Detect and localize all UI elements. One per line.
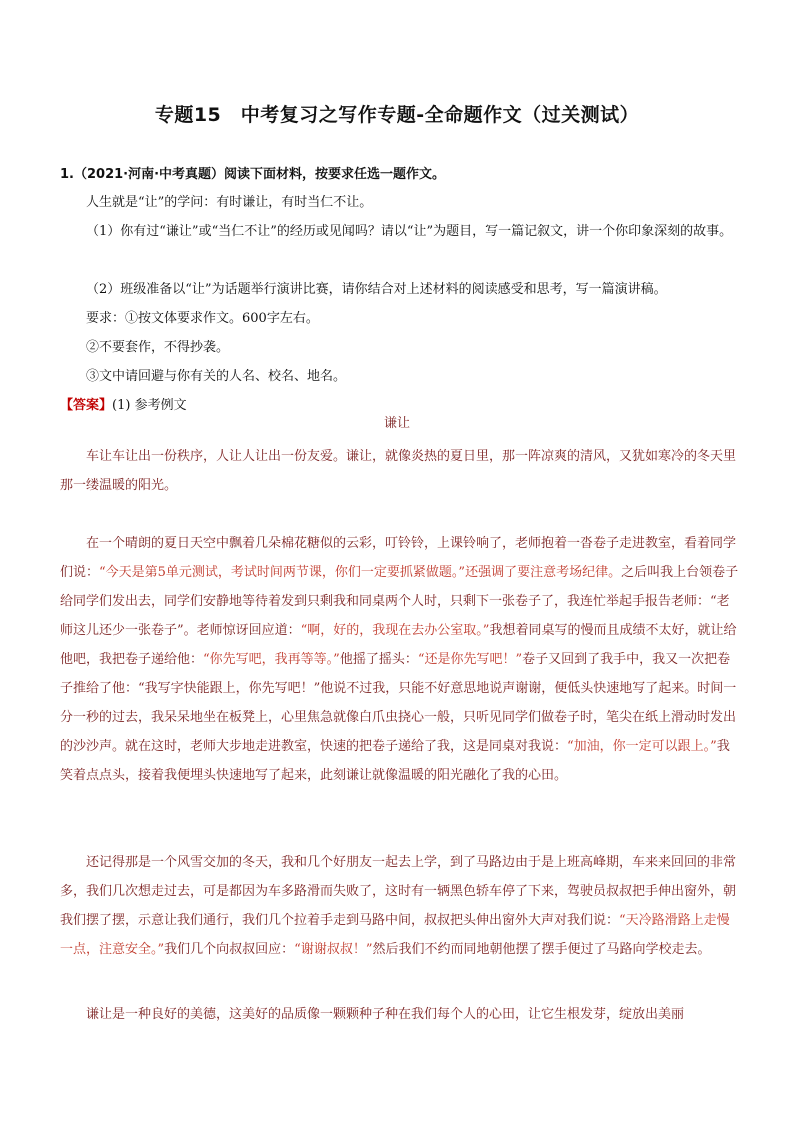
essay-quote: “啊，好的，我现在去办公室取。” [300, 623, 490, 638]
answer-label: 【答案】 [60, 398, 113, 413]
essay-text: 之后叫我上台领卷子给同学们发出去，同学们安静地等待着发到只剩我和同桌两个人时，只剩下一张卷子了，我连忙举起手报告老师：“老师这儿还少一张卷子”。老师惊讶回应道： [60, 565, 739, 638]
requirement-1: 要求：①按文体要求作文。600字左右。 [86, 311, 319, 326]
essay-text: 在一个晴朗的夏日天空中飘着几朵棉花糖似的云彩，叮铃铃，上课铃响了，老师抱着一沓卷子走进教室，看着同学们说： [60, 536, 737, 580]
requirement-2: ②不要套作，不得抄袭。 [86, 340, 230, 355]
essay-paragraph-3 [60, 848, 740, 964]
essay-text: 还记得那是一个风雪交加的冬天，我和几个好朋友一起去上学，到了马路边由于是上班高峰期，车来来回回的非常多，我们几次想走过去，可是都因为车多路滑而失败了，这时有一辆黑色轿车停了下来，驾驶员叔叔把手伸出窗外，朝我们摆了摆，示意让我们通行，我们几个拉着手走到马路中间，叔叔把头伸出窗外大声对我们说： [60, 855, 737, 928]
essay-paragraph-2 [60, 529, 740, 790]
question-heading [60, 163, 740, 182]
essay-paragraph-4: 谦让是一种良好的美德，这美好的品质像一颗颗种子种在我们每个人的心田，让它生根发芽，绽放出美丽 [86, 1007, 685, 1022]
essay-quote: “今天是第5单元测试，考试时间两节课，你们一定要抓紧做题。”还强调了要注意考场纪律。 [99, 565, 622, 580]
essay-text: 我们几个向叔叔回应： [164, 942, 295, 957]
requirement-3: ③文中请回避与你有关的人名、校名、地名。 [86, 369, 347, 384]
question-source: （2021·河南·中考真题） [73, 167, 225, 182]
essay-quote: “加油，你一定可以跟上。” [567, 739, 717, 754]
question-material: 人生就是“让”的学问：有时谦让，有时当仁不让。 [86, 195, 373, 210]
essay-text: 卷子又回到了我手中，我又一次把卷子推给了他：“我写字快能跟上，你先写吧！”他说不过我，只能不好意思地说声谢谢，便低头快速地写了起来。时间一分一秒的过去，我呆呆地坐在板凳上，心里焦急就像白爪虫挠心一般，只听见同学们做卷子时，笔尖在纸上滑动时发出的沙沙声。就在这时，老师大步地走进教室，快速的把卷子递给了我，这是同桌对我说： [60, 652, 737, 754]
essay-text: 然后我们不约而同地朝他摆了摆手便过了马路向学校走去。 [372, 942, 711, 957]
essay-quote: “谢谢叔叔！” [294, 942, 373, 957]
question-task-2: （2）班级准备以“让”为话题举行演讲比赛，请你结合对上述材料的阅读感受和思考，写一篇演讲稿。 [86, 282, 667, 297]
document-title: 专题15 中考复习之写作专题-全命题作文（过关测试） [154, 104, 640, 126]
essay-paragraph-1: 车让车让出一份秩序，人让人让出一份友爱。谦让，就像炎热的夏日里，那一阵凉爽的清风，又犹如寒冷的冬天里那一缕温暖的阳光。 [60, 449, 737, 493]
essay-text: 我想着同桌写的慢而且成绩不太好，就让给他吧，我把卷子递给他： [60, 623, 737, 667]
answer-note: (1) 参考例文 [112, 398, 187, 413]
essay-text: 他摇了摇头： [339, 652, 418, 667]
essay-quote: “你先写吧，我再等等。” [203, 652, 340, 667]
essay-title: 谦让 [383, 416, 410, 431]
essay-quote: “天冷路滑路上走慢一点，注意安全。” [60, 913, 730, 957]
question-task-1: （1）你有过“谦让”或“当仁不让”的经历或见闻吗？请以“让”为题目，写一篇记叙文，讲一个你印象深刻的故事。 [86, 224, 733, 239]
question-number: 1. [60, 167, 74, 182]
question-instruction: 阅读下面材料，按要求任选一题作文。 [224, 167, 446, 182]
essay-quote: “还是你先写吧！” [417, 652, 523, 667]
essay-text: 我笑着点点头，接着我便埋头快速地写了起来，此刻谦让就像温暖的阳光融化了我的心田。 [60, 739, 730, 783]
